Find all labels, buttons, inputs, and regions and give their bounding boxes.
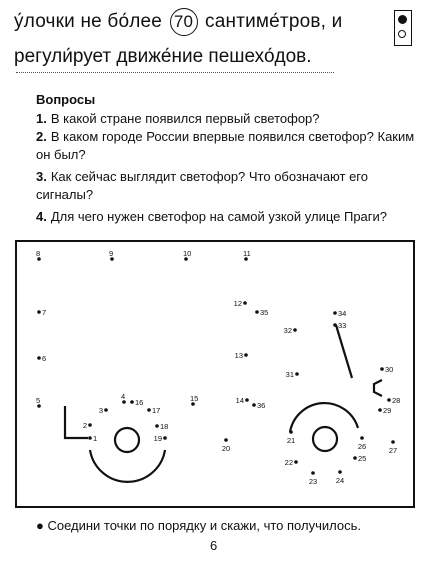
page-number: 6 (210, 538, 218, 553)
dot-18 (155, 424, 159, 428)
dot-25 (353, 456, 357, 460)
dot-1 (88, 436, 92, 440)
dot-label: 16 (135, 398, 144, 407)
dot-34 (333, 311, 337, 315)
dot-16 (130, 400, 134, 404)
dot-29 (378, 408, 382, 412)
dot-14 (245, 398, 249, 402)
circled-number: 70 (170, 8, 198, 36)
wheel-front (115, 428, 139, 452)
instruction (36, 518, 361, 533)
dot-label: 28 (392, 396, 401, 405)
dot-2 (88, 423, 92, 427)
dot-35 (255, 310, 259, 314)
instruction-text: Соедини точки по порядку и скажи, что получилось. (47, 518, 361, 533)
question-number: 3. (36, 169, 47, 184)
dot-label: 25 (358, 454, 367, 463)
predrawn-strokes (65, 325, 382, 482)
dot-label: 24 (335, 476, 345, 485)
dot-label: 4 (121, 392, 126, 401)
dot-label: 20 (221, 444, 231, 453)
dot-36 (252, 403, 256, 407)
dot-26 (360, 436, 364, 440)
dot-label: 2 (82, 421, 87, 430)
dot-33 (333, 323, 337, 327)
dot-7 (37, 310, 41, 314)
dot-24 (338, 470, 342, 474)
dot-label: 15 (190, 394, 199, 403)
dot-30 (380, 367, 384, 371)
dot-label: 21 (286, 436, 296, 445)
dot-label: 34 (338, 309, 347, 318)
question-text: Для чего нужен светофор на самой узкой улице Праги? (50, 209, 388, 224)
dot-label: 31 (285, 370, 294, 379)
text-line-1-start: у́лочки не бо́лее (14, 11, 163, 33)
dot-3 (104, 408, 108, 412)
wheel-rear (313, 427, 337, 451)
dot-label: 23 (308, 477, 318, 486)
dot-label: 17 (152, 406, 161, 415)
predrawn-stroke (374, 380, 382, 396)
question-number: 2. (36, 129, 47, 144)
dot-20 (224, 438, 228, 442)
dot-22 (294, 460, 298, 464)
dot-label: 6 (42, 354, 47, 363)
dot-label: 26 (357, 442, 367, 451)
dot-label: 32 (283, 326, 292, 335)
dot-label: 8 (36, 249, 41, 258)
dot-label: 11 (243, 249, 251, 258)
dot-23 (311, 471, 315, 475)
dot-label: 29 (383, 406, 392, 415)
dot-label: 5 (36, 396, 41, 405)
question-text: В какой стране появился первый светофор? (50, 111, 320, 126)
dot-label: 3 (98, 406, 103, 415)
bullet-icon: ● (36, 518, 48, 533)
dot-label: 27 (388, 446, 398, 455)
dot-17 (147, 408, 151, 412)
dot-label: 30 (385, 365, 394, 374)
dot-label: 1 (93, 434, 98, 443)
text-line-2: регули́рует движе́ние пешехо́дов. (14, 46, 312, 67)
dot-label: 22 (284, 458, 293, 467)
question-text: В каком городе России впервые появился светофор? Каким он был? (36, 129, 415, 162)
predrawn-stroke (90, 450, 165, 482)
dot-label: 36 (257, 401, 266, 410)
dot-31 (295, 372, 299, 376)
dot-27 (391, 440, 395, 444)
dot-19 (163, 436, 167, 440)
question-text: Как сейчас выглядит светофор? Что обозначают его сигналы? (36, 169, 368, 202)
dot-label: 13 (234, 351, 243, 360)
question-number: 1. (36, 111, 47, 126)
dot-label: 18 (160, 422, 169, 431)
dot-6 (37, 356, 41, 360)
dot-32 (293, 328, 297, 332)
dot-label: 9 (109, 249, 114, 258)
dot-13 (244, 353, 248, 357)
dot-label: 35 (260, 308, 269, 317)
dot-28 (387, 398, 391, 402)
predrawn-stroke (336, 325, 352, 378)
questions-title: Вопросы (36, 92, 96, 107)
dot-label: 12 (233, 299, 242, 308)
question-number: 4. (36, 209, 47, 224)
dot-label: 14 (235, 396, 244, 405)
dot-label: 19 (153, 434, 162, 443)
dot-label: 10 (183, 249, 192, 258)
text-line-1-end: сантиме́тров, и (205, 11, 343, 33)
dot-label: 33 (338, 321, 347, 330)
dot-21 (289, 430, 293, 434)
dot-12 (243, 301, 247, 305)
dot-label: 7 (42, 308, 47, 317)
